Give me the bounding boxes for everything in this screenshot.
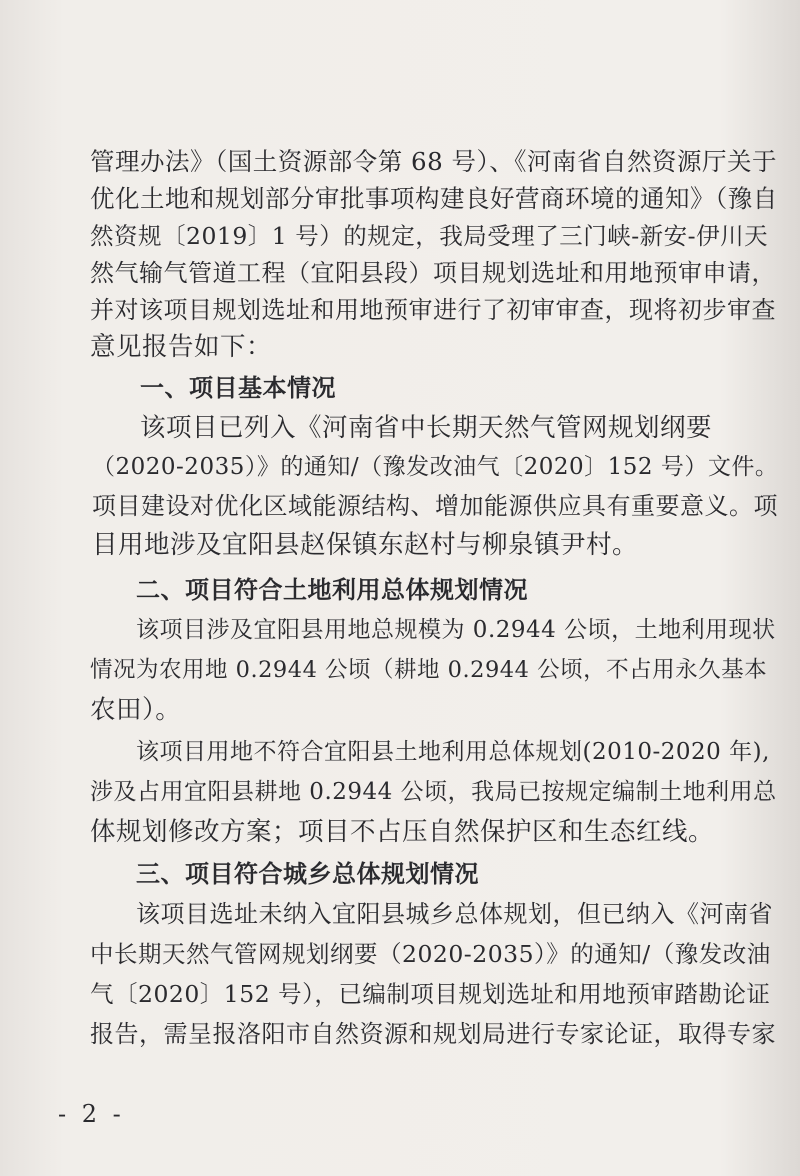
section-1-line-2: （2020-2035）》的通知/（豫发改油气〔2020〕152 号）文件。 <box>92 454 779 480</box>
section-2-para-1-line-3: 农田）。 <box>90 695 182 725</box>
section-1-line-1: 该项目已列入《河南省中长期天然气管网规划纲要 <box>140 413 713 443</box>
section-3-heading: 三、项目符合城乡总体规划情况 <box>136 860 479 888</box>
section-3-line-1: 该项目选址未纳入宜阳县城乡总体规划，但已纳入《河南省 <box>136 900 773 928</box>
intro-line-3: 然资规〔2019〕1 号）的规定，我局受理了三门峡-新安-伊川天 <box>90 222 769 250</box>
page-number: - 2 - <box>58 1100 125 1128</box>
intro-line-4: 然气输气管道工程（宜阳县段）项目规划选址和用地预审申请， <box>90 259 776 287</box>
section-1-line-4: 目用地涉及宜阳县赵保镇东赵村与柳泉镇尹村。 <box>92 530 639 560</box>
section-1-heading: 一、项目基本情况 <box>140 374 336 402</box>
intro-line-1: 管理办法》（国土资源部令第 68 号）、《河南省自然资源厅关于 <box>90 147 777 176</box>
section-1-line-3: 项目建设对优化区域能源结构、增加能源供应具有重要意义。项 <box>92 492 778 520</box>
intro-line-2: 优化土地和规划部分审批事项构建良好营商环境的通知》（豫自 <box>90 184 778 213</box>
section-2-para-2-line-3: 体规划修改方案；项目不占压自然保护区和生态红线。 <box>90 817 715 847</box>
intro-line-5: 并对该项目规划选址和用地预审进行了初审审查，现将初步审查 <box>90 296 776 324</box>
section-2-para-2-line-1: 该项目用地不符合宜阳县土地利用总体规划(2010-2020 年), <box>136 739 770 765</box>
section-3-line-2: 中长期天然气管网规划纲要（2020-2035）》的通知/（豫发改油 <box>90 940 771 968</box>
section-2-heading: 二、项目符合土地利用总体规划情况 <box>136 576 528 604</box>
section-3-line-4: 报告，需呈报洛阳市自然资源和规划局进行专家论证，取得专家 <box>90 1020 776 1048</box>
section-2-para-2-line-2: 涉及占用宜阳县耕地 0.2944 公顷，我局已按规定编制土地利用总 <box>90 779 777 805</box>
intro-line-6: 意见报告如下： <box>90 332 273 362</box>
section-3-line-3: 气〔2020〕152 号），已编制项目规划选址和用地预审踏勘论证 <box>90 980 771 1008</box>
section-2-para-1-line-2: 情况为农用地 0.2944 公顷（耕地 0.2944 公顷，不占用永久基本 <box>90 657 768 683</box>
section-2-para-1-line-1: 该项目涉及宜阳县用地总规模为 0.2944 公顷，土地利用现状 <box>136 617 776 643</box>
